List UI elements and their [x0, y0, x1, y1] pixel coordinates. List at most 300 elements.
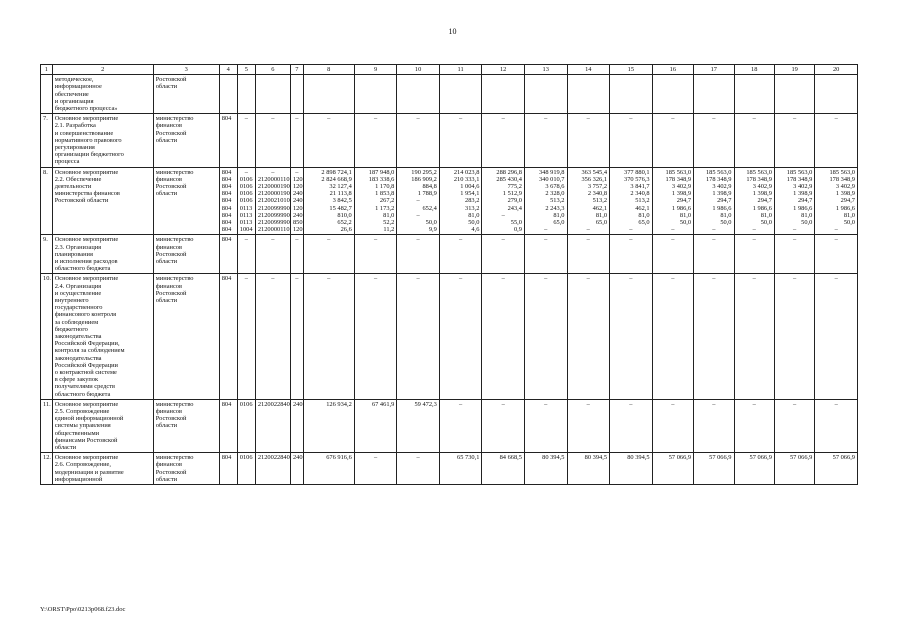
value-cell — [439, 274, 482, 399]
row-number: 12. — [41, 453, 53, 485]
value-line: 240 — [292, 454, 303, 462]
value-line: 178 348,9 — [746, 175, 772, 183]
value-cell — [354, 453, 397, 485]
value-line: 80 394,5 — [584, 454, 608, 462]
value-line: 240 — [292, 400, 303, 408]
value-line: – — [712, 400, 716, 408]
row-number: 8. — [41, 167, 53, 235]
value-line: 279,0 — [507, 197, 522, 205]
value-cell — [815, 274, 858, 399]
value-line: 3 402,9 — [712, 183, 732, 191]
value-cell — [524, 274, 567, 399]
value-cell — [774, 274, 814, 399]
value-line: 804 — [221, 183, 232, 191]
value-cell — [694, 274, 734, 399]
value-cell — [237, 399, 255, 452]
value-cell — [815, 114, 858, 167]
value-cell — [255, 75, 290, 114]
value-line: – — [459, 236, 463, 244]
activity-name: Основное мероприятие 2.2. Обеспечение деятельности министерства финансов Ростовской области — [52, 167, 153, 235]
value-line: – — [373, 236, 378, 244]
value-line: 2120022840 — [257, 400, 290, 408]
header-cell: 9 — [354, 65, 397, 75]
value-line: 9,9 — [428, 226, 437, 234]
value-line: 0106 — [239, 454, 253, 462]
value-line: 3 402,9 — [671, 183, 692, 191]
value-line: – — [586, 226, 590, 234]
value-cell — [397, 235, 440, 274]
value-cell — [255, 235, 290, 274]
value-line: 81,0 — [720, 211, 732, 219]
value-line: 120 — [292, 204, 303, 212]
value-line: – — [459, 275, 463, 283]
value-cell — [652, 75, 693, 114]
value-line: 804 — [221, 175, 232, 183]
value-cell — [815, 167, 858, 235]
value-line: 81,0 — [383, 211, 395, 219]
value-cell — [774, 114, 814, 167]
value-line: – — [501, 400, 505, 408]
value-cell — [237, 167, 255, 235]
value-line: 370 576,3 — [624, 175, 650, 183]
value-line: 3 678,6 — [545, 183, 565, 191]
value-cell — [303, 75, 354, 114]
value-line: – — [629, 115, 633, 123]
value-line: 243,4 — [507, 204, 522, 212]
value-line: 3 757,2 — [587, 183, 608, 191]
value-line: 3 842,5 — [332, 197, 352, 205]
value-line: 183 338,6 — [368, 175, 395, 183]
value-cell — [303, 167, 354, 235]
value-line: 1 512,9 — [502, 190, 522, 198]
value-line: 850 — [292, 218, 303, 226]
value-cell — [524, 114, 567, 167]
value-line: 15 482,7 — [329, 204, 352, 212]
value-line: 294,7 — [797, 197, 813, 205]
value-line: 1 398,9 — [793, 190, 813, 198]
value-line: 2120022840 — [257, 454, 290, 462]
value-line: 178 348,9 — [829, 175, 855, 183]
value-line: 676 916,6 — [326, 454, 352, 462]
value-line: 0106 — [239, 190, 253, 198]
value-line: – — [544, 275, 548, 283]
value-cell — [439, 235, 482, 274]
value-line: 1 954,1 — [460, 190, 480, 198]
value-line: 59 472,3 — [414, 400, 437, 408]
header-cell: 19 — [774, 65, 814, 75]
value-line: 2120000190 — [257, 183, 290, 191]
row-number: 10. — [41, 274, 53, 399]
value-cell — [652, 274, 693, 399]
value-cell — [303, 274, 354, 399]
value-line: – — [712, 236, 716, 244]
value-line: 2 898 724,1 — [321, 168, 352, 176]
value-line: 1 398,9 — [835, 190, 855, 198]
executor: министерство финансов Ростовской области — [153, 453, 219, 485]
document-footer: Y:\ORST\Ppo\0213p068.f23.doc — [40, 606, 126, 613]
value-line: 1 170,8 — [375, 183, 395, 191]
value-cell — [354, 274, 397, 399]
value-line: 804 — [221, 236, 232, 244]
value-line: 65,0 — [595, 218, 608, 226]
value-line: – — [244, 168, 248, 176]
value-line: 0106 — [239, 183, 253, 191]
value-cell — [734, 453, 774, 485]
header-cell: 2 — [52, 65, 153, 75]
value-line: 804 — [221, 400, 232, 408]
value-line: 2120000110 — [257, 226, 290, 234]
value-cell — [439, 399, 482, 452]
header-cell: 8 — [303, 65, 354, 75]
value-line: 81,0 — [638, 211, 650, 219]
table-row — [41, 453, 858, 485]
value-cell — [219, 453, 237, 485]
value-line: 50,0 — [425, 218, 437, 226]
value-cell — [567, 75, 610, 114]
value-line: – — [373, 115, 378, 123]
value-line: – — [501, 211, 505, 219]
activity-name: Основное мероприятие 2.6. Сопровождение, модернизация и развитие информационной — [52, 453, 153, 485]
header-cell: 12 — [482, 65, 525, 75]
header-cell: 10 — [397, 65, 440, 75]
value-line: – — [629, 400, 633, 408]
value-line: – — [459, 115, 463, 123]
value-cell — [482, 235, 525, 274]
value-cell — [303, 399, 354, 452]
table-row — [41, 274, 858, 399]
value-cell — [290, 453, 303, 485]
value-cell — [482, 167, 525, 235]
value-cell — [734, 114, 774, 167]
value-line: 294,7 — [717, 197, 732, 205]
value-line: 804 — [221, 211, 232, 219]
value-line: – — [793, 400, 797, 408]
value-cell — [255, 274, 290, 399]
value-line: 3 402,9 — [793, 183, 813, 191]
value-line: 50,0 — [760, 218, 772, 226]
value-line: 21 113,8 — [329, 190, 352, 198]
value-line: – — [586, 236, 590, 244]
executor: Ростовской области — [153, 75, 219, 114]
value-cell — [734, 399, 774, 452]
value-cell — [652, 453, 693, 485]
value-line: 2 340,8 — [587, 190, 608, 198]
value-line: 652,2 — [337, 218, 352, 226]
value-line: 65 730,1 — [457, 454, 480, 462]
value-cell — [290, 274, 303, 399]
value-line: 462,1 — [592, 204, 608, 212]
value-cell — [354, 75, 397, 114]
header-cell: 1 — [41, 65, 53, 75]
value-cell — [482, 114, 525, 167]
value-line: – — [271, 115, 275, 123]
value-cell — [237, 235, 255, 274]
page-number: 10 — [448, 27, 457, 36]
value-cell — [290, 399, 303, 452]
value-line: 1 853,8 — [375, 190, 395, 198]
table-row — [41, 399, 858, 452]
value-line: – — [712, 115, 716, 123]
header-cell: 18 — [734, 65, 774, 75]
value-line: 377 880,1 — [624, 168, 650, 176]
value-line: – — [793, 115, 797, 123]
value-cell — [524, 75, 567, 114]
value-cell — [815, 235, 858, 274]
table-row — [41, 75, 858, 114]
value-line: – — [834, 236, 838, 244]
value-cell — [610, 235, 653, 274]
value-cell — [354, 235, 397, 274]
value-line: – — [416, 197, 420, 205]
value-line: 804 — [221, 204, 232, 212]
value-cell — [255, 114, 290, 167]
value-line: 0113 — [239, 204, 253, 212]
value-cell — [219, 167, 237, 235]
value-cell — [524, 235, 567, 274]
value-line: 652,4 — [422, 204, 437, 212]
value-line: 57 066,9 — [668, 454, 692, 462]
value-line: – — [671, 226, 675, 234]
value-line: – — [629, 226, 633, 234]
header-cell: 16 — [652, 65, 693, 75]
value-line: 267,2 — [379, 197, 395, 205]
value-cell — [734, 167, 774, 235]
value-cell — [610, 453, 653, 485]
value-line: 1 986,6 — [752, 204, 772, 212]
value-line: – — [712, 275, 716, 283]
value-cell — [219, 274, 237, 399]
table-row — [41, 235, 858, 274]
value-line: – — [416, 275, 420, 283]
header-row — [41, 65, 858, 75]
header-cell: 15 — [610, 65, 653, 75]
value-line: 0,9 — [513, 226, 522, 234]
value-cell — [524, 453, 567, 485]
value-line: 178 348,9 — [665, 175, 692, 183]
value-line: 1 986,6 — [793, 204, 813, 212]
row-number — [41, 75, 53, 114]
value-line: – — [327, 115, 331, 123]
value-cell — [815, 399, 858, 452]
value-line: 513,2 — [635, 197, 650, 205]
executor: министерство финансов Ростовской области — [153, 235, 219, 274]
value-line: – — [501, 275, 505, 283]
value-line: 2120021010 — [257, 197, 290, 205]
value-line: – — [586, 115, 590, 123]
value-cell — [694, 114, 734, 167]
value-cell — [290, 75, 303, 114]
value-line: 210 333,1 — [453, 175, 480, 183]
value-cell — [652, 399, 693, 452]
value-cell — [354, 167, 397, 235]
value-line: – — [373, 454, 378, 462]
value-line: 313,2 — [465, 204, 480, 212]
row-number: 11. — [41, 399, 53, 452]
value-line: 363 545,4 — [581, 168, 608, 176]
value-cell — [219, 114, 237, 167]
value-cell — [567, 274, 610, 399]
executor: министерство финансов Ростовской области — [153, 274, 219, 399]
value-line: – — [544, 400, 548, 408]
value-line: 0106 — [239, 400, 253, 408]
value-cell — [482, 75, 525, 114]
value-line: 50,0 — [720, 218, 732, 226]
value-line: – — [834, 275, 838, 283]
value-cell — [694, 399, 734, 452]
value-cell — [815, 75, 858, 114]
value-line: – — [671, 400, 675, 408]
value-line: 57 066,9 — [709, 454, 732, 462]
value-cell — [303, 235, 354, 274]
value-line: 178 348,9 — [786, 175, 813, 183]
value-cell — [694, 453, 734, 485]
value-cell — [652, 235, 693, 274]
value-line: 513,2 — [592, 197, 608, 205]
value-line: – — [834, 226, 838, 234]
value-line: 1 398,9 — [712, 190, 732, 198]
value-cell — [734, 235, 774, 274]
value-line: 4,6 — [471, 226, 480, 234]
value-cell — [610, 274, 653, 399]
value-line: 81,0 — [801, 211, 813, 219]
value-cell — [439, 167, 482, 235]
row-number: 7. — [41, 114, 53, 167]
value-cell — [610, 114, 653, 167]
value-line: 185 563,0 — [705, 168, 732, 176]
budget-table — [40, 64, 858, 485]
value-line: – — [752, 236, 756, 244]
value-line: 294,7 — [676, 197, 692, 205]
header-cell: 14 — [567, 65, 610, 75]
value-line: 804 — [221, 197, 232, 205]
value-cell — [255, 453, 290, 485]
value-cell — [524, 167, 567, 235]
value-line: – — [793, 275, 797, 283]
value-line: 2120000190 — [257, 190, 290, 198]
value-cell — [397, 167, 440, 235]
value-line: 52,2 — [383, 218, 395, 226]
value-line: 185 563,0 — [829, 168, 855, 176]
value-cell — [774, 453, 814, 485]
value-line: 804 — [221, 226, 232, 234]
activity-name: Основное мероприятие 2.4. Организация и осуществление внутреннего государственного финансового контроля за соблюдением бюджетного законодательства Российской Федерации, контроля за соблюдением законодательства Российской Федерации о контрактной системе в сфере закупок получателями средств областного бюджета — [52, 274, 153, 399]
value-line: 3 402,9 — [752, 183, 772, 191]
header-cell: 4 — [219, 65, 237, 75]
activity-name: Основное мероприятие 2.1. Разработка и совершенствование нормативного правового регулирования организации бюджетного процесса — [52, 114, 153, 167]
value-cell — [397, 114, 440, 167]
executor: министерство финансов Ростовской области — [153, 399, 219, 452]
value-line: 1 986,6 — [835, 204, 855, 212]
value-line: – — [244, 115, 248, 123]
value-line: 185 563,0 — [746, 168, 772, 176]
value-cell — [734, 75, 774, 114]
value-line: 11,2 — [383, 226, 395, 234]
value-cell — [219, 75, 237, 114]
value-line: 288 296,8 — [496, 168, 522, 176]
value-line: 0113 — [239, 211, 253, 219]
value-line: 2 340,8 — [630, 190, 650, 198]
value-line: 84 668,5 — [499, 454, 522, 462]
value-cell — [652, 114, 693, 167]
value-line: 804 — [221, 275, 232, 283]
value-line: 804 — [221, 168, 232, 176]
value-line: – — [752, 226, 756, 234]
value-line: 214 023,8 — [453, 168, 480, 176]
executor: министерство финансов Ростовской области — [153, 114, 219, 167]
value-line: 2 243,3 — [545, 204, 565, 212]
value-cell — [237, 75, 255, 114]
value-line: – — [671, 275, 675, 283]
value-cell — [694, 167, 734, 235]
value-line: – — [629, 275, 633, 283]
value-line: 804 — [221, 115, 232, 123]
value-line: – — [501, 115, 505, 123]
value-line: 240 — [292, 190, 303, 198]
value-cell — [567, 114, 610, 167]
value-line: 1 173,2 — [375, 204, 395, 212]
value-line: – — [752, 275, 756, 283]
header-cell: 13 — [524, 65, 567, 75]
value-cell — [524, 399, 567, 452]
value-cell — [290, 114, 303, 167]
value-line: 50,0 — [468, 218, 480, 226]
value-cell — [303, 453, 354, 485]
value-cell — [219, 235, 237, 274]
value-line: 57 066,9 — [749, 454, 772, 462]
value-line: 190 295,2 — [411, 168, 437, 176]
value-line: 294,7 — [840, 197, 855, 205]
value-line: 810,0 — [337, 211, 352, 219]
value-line: 80 394,5 — [542, 454, 565, 462]
activity-name: Основное мероприятие 2.5. Сопровождение единой информационной системы управления общественными финансами Ростовской области — [52, 399, 153, 452]
value-cell — [397, 399, 440, 452]
value-line: 81,0 — [679, 211, 692, 219]
value-line: 65,0 — [638, 218, 650, 226]
header-cell: 11 — [439, 65, 482, 75]
value-line: 81,0 — [760, 211, 772, 219]
value-cell — [774, 399, 814, 452]
value-cell — [354, 114, 397, 167]
value-line: 50,0 — [843, 218, 855, 226]
value-cell — [774, 167, 814, 235]
value-cell — [567, 399, 610, 452]
value-line: 513,2 — [550, 197, 565, 205]
value-line: 1 986,6 — [671, 204, 692, 212]
value-line: 81,0 — [595, 211, 608, 219]
value-line: – — [834, 400, 838, 408]
value-line: 240 — [292, 211, 303, 219]
value-cell — [255, 167, 290, 235]
value-line: – — [327, 236, 331, 244]
value-cell — [397, 75, 440, 114]
value-line: – — [295, 115, 299, 123]
value-line: – — [416, 211, 420, 219]
value-line: 804 — [221, 218, 232, 226]
value-cell — [774, 235, 814, 274]
value-line: – — [271, 275, 275, 283]
value-line: 2 824 668,9 — [321, 175, 352, 183]
table-row — [41, 114, 858, 167]
value-line: 67 461,9 — [371, 400, 395, 408]
value-cell — [255, 399, 290, 452]
value-line: 348 919,8 — [538, 168, 565, 176]
value-line: – — [416, 236, 420, 244]
value-line: 340 010,7 — [538, 175, 565, 183]
value-line: – — [586, 275, 590, 283]
value-cell — [290, 235, 303, 274]
value-line: 2120099990 — [257, 211, 290, 219]
value-line: 57 066,9 — [832, 454, 855, 462]
